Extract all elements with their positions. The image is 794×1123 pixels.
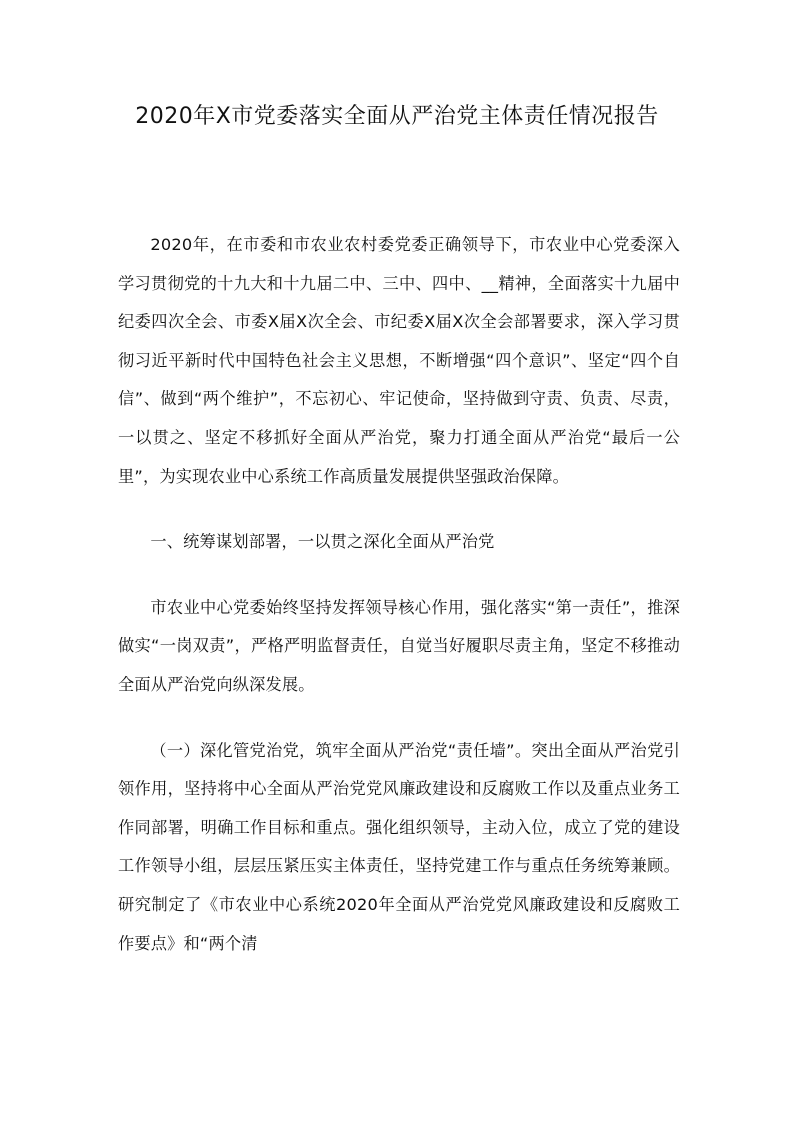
- section-heading-1: 一、统筹谋划部署，一以贯之深化全面从严治党: [150, 532, 495, 552]
- document-title: 2020年X市党委落实全面从严治党主体责任情况报告: [135, 104, 659, 129]
- paragraph-intro: 2020年，在市委和市农业农村委党委正确领导下，市农业中心党委深入学习贯彻党的十九大和十九届二中、三中、四中、__精神，全面落实十九届中纪委四次全会、市委X届X次全会、市纪委X届X次全会部署要求，深入学习贯彻习近平新时代中国特色社会主义思想，不断增强“四个意识”、坚定“四个自信”、做到“两个维护”，不忘初心、牢记使命，坚持做到守责、负责、尽责，一以贯之、坚定不移抓好全面从严治党，聚力打通全面从严治党“最后一公里”，为实现农业中心系统工作高质量发展提供坚强政治保障。: [118, 235, 680, 486]
- paragraph-subsection-1: （一）深化管党治党，筑牢全面从严治党“责任墙”。突出全面从严治党引领作用，坚持将中心全面从严治党党风廉政建设和反腐败工作以及重点业务工作同部署，明确工作目标和重点。强化组织领导，主动入位，成立了党的建设工作领导小组，层层压紧压实主体责任，坚持党建工作与重点任务统筹兼顾。研究制定了《市农业中心系统2020年全面从严治党党风廉政建设和反腐败工作要点》和“两个清: [118, 740, 680, 953]
- paragraph-section-1: 市农业中心党委始终坚持发挥领导核心作用，强化落实“第一责任”，推深做实“一岗双责”，严格严明监督责任，自觉当好履职尽责主角，坚定不移推动全面从严治党向纵深发展。: [118, 597, 680, 694]
- document-body: [118, 226, 680, 963]
